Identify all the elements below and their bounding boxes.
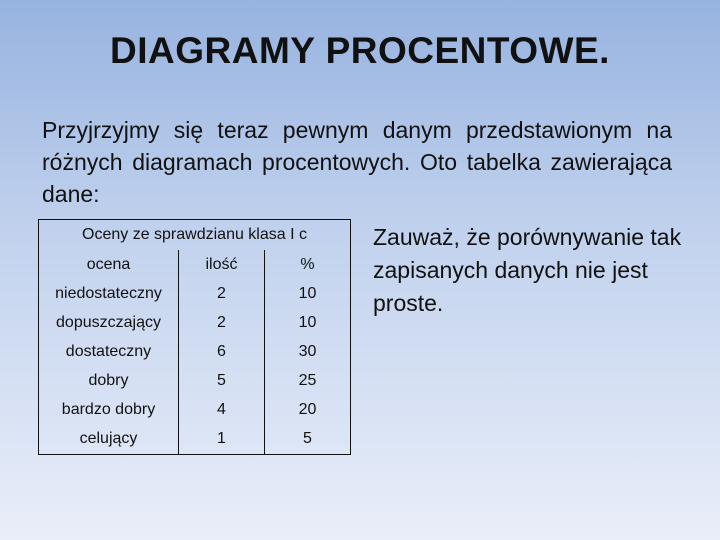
- cell-percent: 10: [298, 313, 317, 331]
- table-caption-row: [39, 220, 351, 251]
- cell-ocena: celujący: [39, 425, 179, 455]
- table-header-row: [39, 250, 351, 279]
- cell-percent: 20: [298, 401, 317, 419]
- table-row: [39, 279, 351, 308]
- note-text: Zauważ, że porównywanie tak zapisanych danych nie jest proste.: [373, 224, 682, 316]
- cell-ocena: dopuszczający: [39, 308, 179, 337]
- table-row: [39, 367, 351, 396]
- cell-ocena: bardzo dobry: [39, 396, 179, 425]
- cell-ilosc: 2: [179, 279, 265, 308]
- table-caption: Oceny ze sprawdzianu klasa I c: [82, 226, 307, 244]
- cell-ocena: dobry: [39, 367, 179, 396]
- cell-ilosc: 1: [179, 425, 265, 455]
- cell-ilosc: 4: [179, 396, 265, 425]
- cell-ocena: dostateczny: [39, 337, 179, 366]
- cell-ilosc: 5: [179, 367, 265, 396]
- header-ocena: ocena: [39, 250, 179, 279]
- intro-text: Przyjrzyjmy się teraz pewnym danym przedstawionym na różnych diagramach procentowych. Oto tabelka zawierająca dane:: [42, 117, 672, 207]
- cell-ilosc: 2: [179, 308, 265, 337]
- table-row: [39, 425, 351, 455]
- table-row: [39, 396, 351, 425]
- header-ilosc: ilość: [179, 250, 265, 279]
- grades-table: [38, 219, 351, 455]
- header-percent: %: [300, 255, 315, 273]
- table-row: [39, 337, 351, 366]
- cell-percent: 10: [298, 284, 317, 302]
- slide-title: DIAGRAMY PROCENTOWE.: [110, 30, 610, 71]
- cell-percent: 25: [298, 372, 317, 390]
- cell-ocena: niedostateczny: [39, 279, 179, 308]
- cell-ilosc: 6: [179, 337, 265, 366]
- cell-percent: 5: [303, 430, 312, 448]
- table-row: [39, 308, 351, 337]
- cell-percent: 30: [298, 343, 317, 360]
